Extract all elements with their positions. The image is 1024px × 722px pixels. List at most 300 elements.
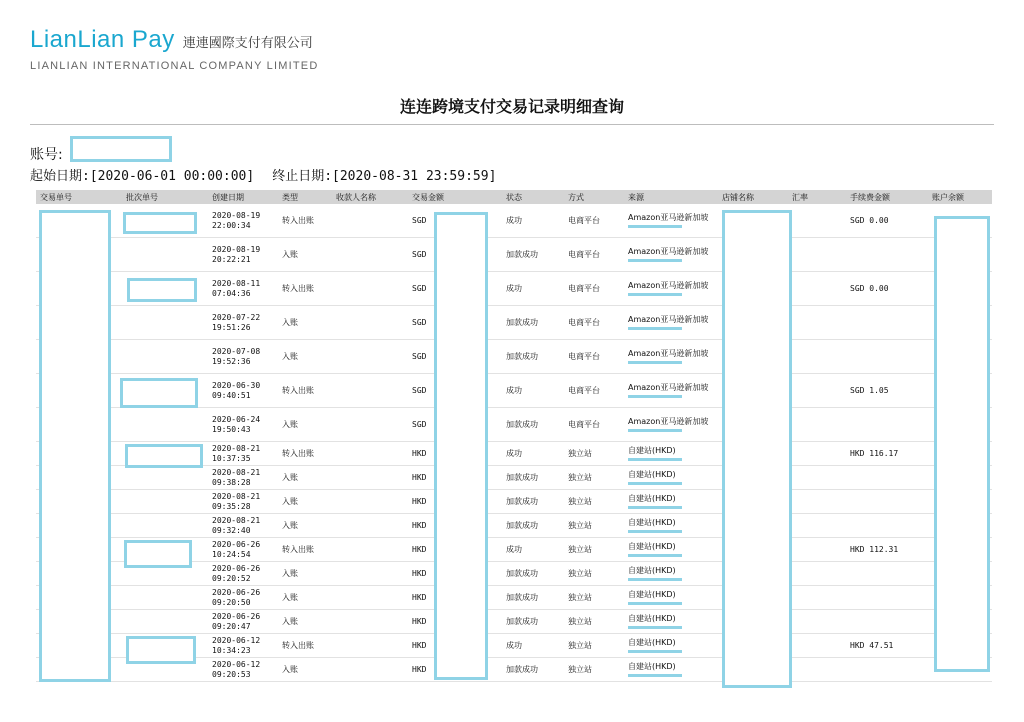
fee-cell-text: SGD 1.05	[850, 385, 889, 395]
store-name-redaction	[722, 210, 792, 688]
created-time: 09:40:51	[212, 390, 251, 400]
source-cell-text: 自建站(HKD)	[628, 494, 676, 503]
column-header: 类型	[278, 190, 332, 204]
status-cell	[502, 658, 564, 682]
end-date-value: [2020-08-31 23:59:59]	[332, 169, 497, 184]
table-row	[36, 514, 992, 538]
status-cell-text: 加款成功	[506, 520, 538, 530]
payee-cell	[332, 610, 408, 634]
amount-cell-text: HKD	[412, 568, 427, 578]
type-cell	[278, 538, 332, 562]
method-cell-text: 独立站	[568, 472, 592, 482]
payee-cell	[332, 408, 408, 442]
source-redaction	[628, 506, 682, 509]
exchange-rate-cell	[788, 658, 846, 682]
payee-cell	[332, 306, 408, 340]
company-logo	[30, 26, 318, 72]
type-cell	[278, 408, 332, 442]
payee-cell	[332, 634, 408, 658]
exchange-rate-cell	[788, 340, 846, 374]
type-cell	[278, 374, 332, 408]
created-time: 09:20:53	[212, 669, 251, 679]
logo-chinese: 連連國際支付有限公司	[182, 36, 313, 51]
method-cell-text: 电商平台	[568, 385, 600, 395]
source-redaction	[628, 578, 682, 581]
type-cell	[278, 658, 332, 682]
exchange-rate-cell	[788, 374, 846, 408]
fee-cell	[846, 658, 928, 682]
source-redaction	[628, 530, 682, 533]
date-range	[30, 165, 496, 184]
method-cell-text: 电商平台	[568, 283, 600, 293]
fee-cell-text: SGD 0.00	[850, 215, 889, 225]
exchange-rate-cell	[788, 272, 846, 306]
source-cell	[624, 340, 718, 374]
method-cell-text: 独立站	[568, 568, 592, 578]
source-cell-text: 自建站(HKD)	[628, 542, 676, 551]
fee-cell	[846, 514, 928, 538]
type-cell	[278, 514, 332, 538]
method-cell	[564, 586, 624, 610]
created-time: 10:34:23	[212, 645, 251, 655]
method-cell	[564, 466, 624, 490]
fee-cell	[846, 442, 928, 466]
type-cell	[278, 562, 332, 586]
status-cell-text: 成功	[506, 544, 522, 554]
method-cell-text: 独立站	[568, 592, 592, 602]
amount-cell-text: SGD	[412, 351, 427, 361]
created-date-cell	[208, 466, 278, 490]
logo-english: LianLian Pay	[30, 26, 175, 53]
payee-cell	[332, 658, 408, 682]
amount-cell-text: SGD	[412, 419, 427, 429]
amount-cell-text: SGD	[412, 249, 427, 259]
table-row	[36, 408, 992, 442]
source-redaction	[628, 225, 682, 228]
exchange-rate-cell	[788, 562, 846, 586]
created-date: 2020-07-08	[212, 346, 261, 356]
amount-cell-text: HKD	[412, 616, 427, 626]
account-redaction	[70, 136, 172, 162]
source-cell	[624, 538, 718, 562]
created-date-cell	[208, 442, 278, 466]
fee-cell	[846, 238, 928, 272]
amount-cell-text: HKD	[412, 544, 427, 554]
created-date: 2020-08-19	[212, 244, 261, 254]
column-header: 创建日期	[208, 190, 278, 204]
amount-redaction	[434, 212, 488, 680]
method-cell-text: 独立站	[568, 664, 592, 674]
created-date-cell	[208, 408, 278, 442]
source-cell-text: 自建站(HKD)	[628, 446, 676, 455]
created-date: 2020-08-21	[212, 491, 261, 501]
created-date-cell	[208, 204, 278, 238]
payee-cell	[332, 238, 408, 272]
account-label: 账号:	[30, 147, 63, 163]
table-row	[36, 490, 992, 514]
column-header: 来源	[624, 190, 718, 204]
fee-cell-text: HKD 112.31	[850, 544, 899, 554]
payee-cell	[332, 340, 408, 374]
batch-id-cell	[122, 340, 208, 374]
type-cell-text: 转入出账	[282, 385, 314, 395]
type-cell-text: 转入出账	[282, 283, 314, 293]
status-cell	[502, 442, 564, 466]
source-cell-text: 自建站(HKD)	[628, 470, 676, 479]
created-date: 2020-06-12	[212, 659, 261, 669]
amount-cell-text: SGD	[412, 385, 427, 395]
method-cell	[564, 272, 624, 306]
status-cell	[502, 272, 564, 306]
status-cell-text: 加款成功	[506, 419, 538, 429]
source-redaction	[628, 327, 682, 330]
type-cell-text: 入账	[282, 568, 298, 578]
status-cell	[502, 634, 564, 658]
type-cell-text: 入账	[282, 616, 298, 626]
method-cell	[564, 374, 624, 408]
fee-cell	[846, 272, 928, 306]
source-cell-text: Amazon亚马逊新加坡	[628, 247, 709, 256]
fee-cell-text: HKD 116.17	[850, 448, 899, 458]
fee-cell	[846, 586, 928, 610]
status-cell	[502, 340, 564, 374]
amount-cell-text: HKD	[412, 472, 427, 482]
status-cell	[502, 374, 564, 408]
type-cell	[278, 610, 332, 634]
type-cell	[278, 466, 332, 490]
created-date-cell	[208, 238, 278, 272]
batch-id-cell	[122, 610, 208, 634]
status-cell	[502, 610, 564, 634]
created-time: 19:52:36	[212, 356, 251, 366]
payee-cell	[332, 586, 408, 610]
status-cell-text: 成功	[506, 448, 522, 458]
status-cell-text: 加款成功	[506, 568, 538, 578]
exchange-rate-cell	[788, 466, 846, 490]
created-date-cell	[208, 490, 278, 514]
fee-cell	[846, 562, 928, 586]
method-cell-text: 独立站	[568, 496, 592, 506]
column-header: 批次单号	[122, 190, 208, 204]
status-cell	[502, 490, 564, 514]
created-time: 09:35:28	[212, 501, 251, 511]
batch-id-cell	[122, 466, 208, 490]
method-cell	[564, 490, 624, 514]
source-cell-text: Amazon亚马逊新加坡	[628, 315, 709, 324]
payee-cell	[332, 466, 408, 490]
status-cell-text: 加款成功	[506, 472, 538, 482]
type-cell-text: 入账	[282, 351, 298, 361]
created-time: 20:22:21	[212, 254, 251, 264]
amount-cell-text: SGD	[412, 317, 427, 327]
table-row	[36, 610, 992, 634]
amount-cell-text: HKD	[412, 592, 427, 602]
source-cell-text: Amazon亚马逊新加坡	[628, 417, 709, 426]
type-cell-text: 入账	[282, 472, 298, 482]
table-row	[36, 466, 992, 490]
created-date: 2020-06-26	[212, 611, 261, 621]
type-cell	[278, 204, 332, 238]
created-time: 19:51:26	[212, 322, 251, 332]
exchange-rate-cell	[788, 538, 846, 562]
method-cell-text: 独立站	[568, 544, 592, 554]
source-redaction	[628, 293, 682, 296]
source-cell-text: Amazon亚马逊新加坡	[628, 383, 709, 392]
balance-redaction	[934, 216, 990, 672]
transaction-id-redaction	[39, 210, 111, 682]
source-redaction	[628, 674, 682, 677]
method-cell	[564, 442, 624, 466]
method-cell-text: 独立站	[568, 448, 592, 458]
fee-cell	[846, 538, 928, 562]
fee-cell-text: HKD 47.51	[850, 640, 894, 650]
created-date-cell	[208, 374, 278, 408]
method-cell	[564, 514, 624, 538]
created-date: 2020-07-22	[212, 312, 261, 322]
source-cell	[624, 610, 718, 634]
type-cell-text: 转入出账	[282, 448, 314, 458]
source-redaction	[628, 482, 682, 485]
table-row	[36, 340, 992, 374]
status-cell-text: 加款成功	[506, 317, 538, 327]
amount-cell-text: HKD	[412, 448, 427, 458]
method-cell	[564, 538, 624, 562]
batch-id-cell	[122, 238, 208, 272]
payee-cell	[332, 204, 408, 238]
type-cell	[278, 340, 332, 374]
source-cell	[624, 490, 718, 514]
fee-cell	[846, 610, 928, 634]
source-cell-text: Amazon亚马逊新加坡	[628, 213, 709, 222]
exchange-rate-cell	[788, 514, 846, 538]
source-cell-text: 自建站(HKD)	[628, 518, 676, 527]
source-redaction	[628, 602, 682, 605]
type-cell-text: 入账	[282, 496, 298, 506]
source-cell	[624, 204, 718, 238]
type-cell-text: 入账	[282, 520, 298, 530]
created-date: 2020-06-26	[212, 563, 261, 573]
start-date-label: 起始日期:	[30, 169, 90, 184]
status-cell-text: 加款成功	[506, 664, 538, 674]
exchange-rate-cell	[788, 610, 846, 634]
type-cell-text: 转入出账	[282, 215, 314, 225]
amount-cell-text: HKD	[412, 520, 427, 530]
fee-cell	[846, 490, 928, 514]
source-redaction	[628, 626, 682, 629]
batch-id-redaction	[125, 444, 203, 468]
type-cell-text: 入账	[282, 249, 298, 259]
column-header: 手续费金额	[846, 190, 928, 204]
status-cell	[502, 408, 564, 442]
method-cell	[564, 658, 624, 682]
exchange-rate-cell	[788, 490, 846, 514]
method-cell-text: 独立站	[568, 640, 592, 650]
payee-cell	[332, 514, 408, 538]
source-cell	[624, 374, 718, 408]
method-cell	[564, 340, 624, 374]
method-cell	[564, 634, 624, 658]
status-cell-text: 成功	[506, 215, 522, 225]
fee-cell	[846, 204, 928, 238]
source-cell-text: 自建站(HKD)	[628, 662, 676, 671]
batch-id-redaction	[127, 278, 197, 302]
column-header: 账户余额	[928, 190, 992, 204]
type-cell	[278, 634, 332, 658]
status-cell	[502, 466, 564, 490]
exchange-rate-cell	[788, 442, 846, 466]
batch-id-redaction	[126, 636, 196, 664]
source-cell-text: 自建站(HKD)	[628, 590, 676, 599]
amount-cell-text: HKD	[412, 640, 427, 650]
method-cell	[564, 610, 624, 634]
source-cell-text: 自建站(HKD)	[628, 638, 676, 647]
fee-cell	[846, 408, 928, 442]
created-date: 2020-06-26	[212, 539, 261, 549]
status-cell	[502, 514, 564, 538]
method-cell	[564, 204, 624, 238]
type-cell-text: 转入出账	[282, 640, 314, 650]
status-cell	[502, 562, 564, 586]
source-cell-text: 自建站(HKD)	[628, 614, 676, 623]
column-header: 方式	[564, 190, 624, 204]
type-cell	[278, 306, 332, 340]
method-cell-text: 电商平台	[568, 351, 600, 361]
created-date: 2020-08-21	[212, 467, 261, 477]
method-cell-text: 独立站	[568, 520, 592, 530]
created-date-cell	[208, 658, 278, 682]
status-cell	[502, 306, 564, 340]
status-cell-text: 加款成功	[506, 249, 538, 259]
created-date-cell	[208, 610, 278, 634]
batch-id-redaction	[123, 212, 197, 234]
source-redaction	[628, 458, 682, 461]
amount-cell-text: SGD	[412, 283, 427, 293]
type-cell	[278, 490, 332, 514]
payee-cell	[332, 272, 408, 306]
status-cell	[502, 204, 564, 238]
created-date-cell	[208, 514, 278, 538]
status-cell-text: 加款成功	[506, 616, 538, 626]
column-header: 收款人名称	[332, 190, 408, 204]
source-cell	[624, 586, 718, 610]
source-cell	[624, 442, 718, 466]
table-row	[36, 306, 992, 340]
status-cell-text: 成功	[506, 640, 522, 650]
status-cell-text: 加款成功	[506, 592, 538, 602]
created-time: 09:32:40	[212, 525, 251, 535]
status-cell	[502, 586, 564, 610]
created-date: 2020-06-12	[212, 635, 261, 645]
type-cell-text: 入账	[282, 592, 298, 602]
type-cell	[278, 586, 332, 610]
column-header: 交易金额	[408, 190, 502, 204]
report-title: 连连跨境支付交易记录明细查询	[399, 97, 624, 116]
type-cell-text: 转入出账	[282, 544, 314, 554]
payee-cell	[332, 442, 408, 466]
amount-cell-text: SGD	[412, 215, 427, 225]
type-cell-text: 入账	[282, 317, 298, 327]
type-cell	[278, 238, 332, 272]
created-date: 2020-06-26	[212, 587, 261, 597]
method-cell	[564, 562, 624, 586]
fee-cell	[846, 340, 928, 374]
method-cell	[564, 306, 624, 340]
created-time: 09:20:50	[212, 597, 251, 607]
source-cell-text: 自建站(HKD)	[628, 566, 676, 575]
status-cell	[502, 238, 564, 272]
column-header: 状态	[502, 190, 564, 204]
created-time: 22:00:34	[212, 220, 251, 230]
source-cell	[624, 408, 718, 442]
fee-cell	[846, 306, 928, 340]
batch-id-cell	[122, 586, 208, 610]
exchange-rate-cell	[788, 238, 846, 272]
exchange-rate-cell	[788, 408, 846, 442]
exchange-rate-cell	[788, 204, 846, 238]
created-time: 10:24:54	[212, 549, 251, 559]
payee-cell	[332, 374, 408, 408]
source-cell	[624, 306, 718, 340]
source-redaction	[628, 429, 682, 432]
created-time: 19:50:43	[212, 424, 251, 434]
table-row	[36, 238, 992, 272]
source-cell	[624, 466, 718, 490]
source-cell	[624, 658, 718, 682]
source-cell-text: Amazon亚马逊新加坡	[628, 349, 709, 358]
created-date-cell	[208, 340, 278, 374]
source-cell	[624, 562, 718, 586]
account-line	[30, 144, 63, 164]
method-cell-text: 电商平台	[568, 419, 600, 429]
company-name-english: LIANLIAN INTERNATIONAL COMPANY LIMITED	[30, 60, 319, 72]
title-divider	[30, 124, 994, 125]
method-cell	[564, 238, 624, 272]
created-date: 2020-06-24	[212, 414, 261, 424]
start-date-value: [2020-06-01 00:00:00]	[89, 169, 255, 184]
exchange-rate-cell	[788, 586, 846, 610]
fee-cell-text: SGD 0.00	[850, 283, 889, 293]
created-date: 2020-06-30	[212, 380, 261, 390]
fee-cell	[846, 374, 928, 408]
transaction-table	[36, 190, 992, 682]
source-cell	[624, 272, 718, 306]
status-cell-text: 加款成功	[506, 351, 538, 361]
type-cell	[278, 272, 332, 306]
fee-cell	[846, 466, 928, 490]
table-row	[36, 586, 992, 610]
batch-id-redaction	[120, 378, 198, 408]
created-date-cell	[208, 538, 278, 562]
column-header: 店铺名称	[718, 190, 788, 204]
created-date: 2020-08-21	[212, 443, 261, 453]
created-date: 2020-08-11	[212, 278, 261, 288]
batch-id-cell	[122, 408, 208, 442]
source-redaction	[628, 554, 682, 557]
created-time: 09:20:52	[212, 573, 251, 583]
column-header: 汇率	[788, 190, 846, 204]
payee-cell	[332, 538, 408, 562]
status-cell-text: 加款成功	[506, 496, 538, 506]
status-cell-text: 成功	[506, 283, 522, 293]
created-date: 2020-08-19	[212, 210, 261, 220]
created-time: 10:37:35	[212, 453, 251, 463]
created-time: 09:20:47	[212, 621, 251, 631]
amount-cell-text: HKD	[412, 496, 427, 506]
source-cell	[624, 634, 718, 658]
type-cell	[278, 442, 332, 466]
exchange-rate-cell	[788, 634, 846, 658]
batch-id-cell	[122, 514, 208, 538]
